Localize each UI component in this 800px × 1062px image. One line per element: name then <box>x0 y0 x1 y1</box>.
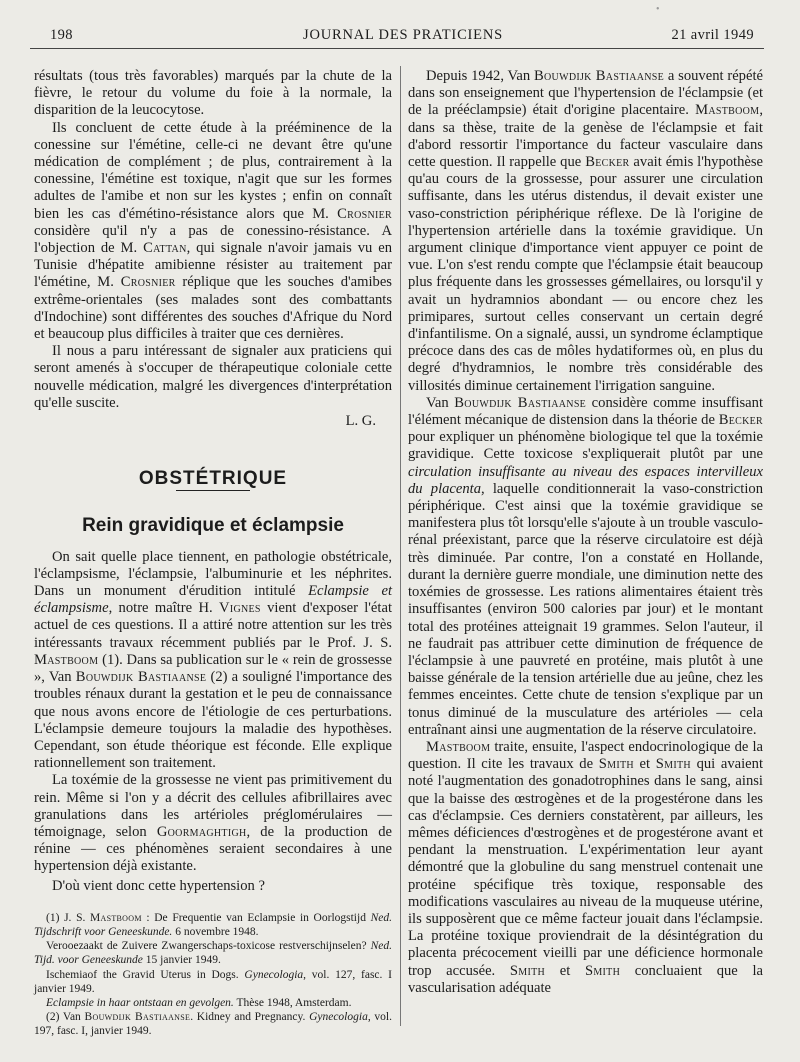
paragraph: résultats (tous très favorables) marqués par la chute de la fièvre, le retour du volume du foie à la normale, la disparition de la leucocytose. <box>34 68 392 119</box>
paragraph: Il nous a paru intéressant de signaler aux praticiens qui seront amenés à s'occuper de thérapeutique coloniale cette nouvelle médication, malgré les divergences d'interprétation qu'elle suscite. <box>34 343 392 411</box>
page-header <box>44 24 762 48</box>
paragraph: On sait quelle place tiennent, en pathologie obstétricale, l'éclampsisme, l'éclampsie, l'albuminurie et les néphrites. Dans un monument d'érudition intitulé Eclampsie et éclampsisme, notre maître H. Vignes vient d'exposer l'état actuel de ces questions. Il a attiré notre attention sur les très intéressants travaux récemment publiés par le Prof. J. S. Mastboom (1). Dans sa publication sur le « rein de grossesse », Van Bouwdijk Bastiaanse (2) a souligné l'importance des troubles rénaux durant la gestation et le peu de connaissance que nous avons encore de l'étiologie de ces perturbations. L'éclampsie demeure toujours la maladie des hypothèses. Cependant, son étude théorique est féconde. Elle explique rationnellement son traitement. <box>34 548 393 772</box>
footnote: Eclampsie in haar ontstaan en gevolgen. Thèse 1948, Amsterdam. <box>46 996 352 1009</box>
corner-mark: • <box>656 4 660 15</box>
footnote: (2) Van Bouwdijk Bastiaanse. Kidney and Pregnancy. Gynecologia, vol. 197, fasc. I, janvier 1949. <box>34 1011 392 1038</box>
section-title: OBSTÉTRIQUE <box>138 468 288 490</box>
footnote: Verooezaakt de Zuivere Zwangerschaps-toxicose restverschijnselen? Ned. Tijd. voor Geneeskunde 15 janvier 1949. <box>34 940 392 967</box>
header-rule <box>30 48 764 49</box>
right-column <box>408 68 763 997</box>
paragraph: Depuis 1942, Van Bouwdijk Bastiaanse a souvent répété dans son enseignement que l'hypertension de l'éclampsie (et de la prééclampsie) était d'origine placentaire. Mastboom, dans sa thèse, traite de la genèse de l'éclampsie et fait d'abord ressortir l'importance du facteur vasculaire dans cette question. Il rappelle que Becker avait émis l'hypothèse qu'au cours de la grossesse, pour assurer une circulation suffisante, dans les utérus distendus, il devait exister une vaso-constriction périphérique réflexe. De là l'origine de l'hypertension artérielle dans la toxémie gravidique. Un argument clinique d'importance vient appuyer ce point de vue. L'on s'est rendu compte que l'éclampsie était beaucoup plus fréquente dans les grossesses gémellaires, ou lorsqu'il y avait un hydramnios abondant — ou encore chez les primipares, surtout celles conservant un certain degré d'infantilisme. On a signalé, aussi, un syndrome éclamptique précoce dans des cas de môles hydatiformes où, en plus du degré d'hydramnios, le nombre très considérable des villosités diminue certainement l'irrigation sanguine. <box>408 68 764 394</box>
journal-title: JOURNAL DES PRATICIENS <box>303 27 503 43</box>
footnote: Ischemiaof the Gravid Uterus in Dogs. Gynecologia, vol. 127, fasc. I janvier 1949. <box>34 968 392 995</box>
column-divider <box>400 66 401 1026</box>
paragraph: Mastboom traite, ensuite, l'aspect endocrinologique de la question. Il cite les travaux de Smith et Smith qui avaient noté l'augmentation des gonadotrophines dans le sang, ainsi que la baisse des œstrogènes et de la progestérone dans les cas d'éclampsie. Ces derniers constatèrent, par ailleurs, les mêmes déficiences d'œstrogènes et de progestérone avant et pendant la menstruation. L'expérimentation leur ayant démontré que la globuline du sang menstruel contenait une protéine spécifique très toxique, responsable des modifications vasculaires au niveau de la muqueuse utérine, ils supposèrent que ce même facteur jouait dans l'éclampsie. La protéine toxique proviendrait de la désintégration du placenta précocement vieilli par une déficience hormonale trop accusée. Smith et Smith concluaient que la vascularisation adéquate <box>408 738 764 996</box>
page-number: 198 <box>50 27 73 43</box>
paragraph: La toxémie de la grossesse ne vient pas primitivement du rein. Même si l'on y a décrit des cellules afibrillaires avec granulations dans les artérioles préglomérulaires — témoignage, selon Goormaghtigh, de la production de rénine — ces phénomènes seraient secondaires à une hypertension déjà existante. <box>34 772 392 875</box>
paragraph: Van Bouwdijk Bastiaanse considère comme insuffisant l'élément mécanique de distension dans la théorie de Becker pour expliquer un phénomène biologique tel que la toxémie gravidique. Cette toxicose s'expliquerait plutôt par une circulation insuffisante au niveau des espaces intervilleux du placenta, laquelle conditionnerait la vaso-constriction périphérique. C'est ainsi que la toxémie gravidique se manifestera plus tôt lorsqu'elle s'ajoute à un trouble vasculo-rénal préexistant, parce que la réserve circulatoire est déjà très diminuée. Par contre, l'on a constaté en Hollande, durant la dernière guerre mondiale, une diminution nette des toxémies de grossesse. Les rations alimentaires étaient très insuffisantes (environ 500 calories par jour) et le montant total des protéines atteignait 19 grammes. Selon l'auteur, il ne faudrait pas attribuer cette diminution de fréquence de l'éclampsie à une pauvreté en protéine, mais plutôt à une baisse générale de la tension artérielle due au jeûne, chez les femmes enceintes. Cette chute de tension s'explique par un tonus diminué de la musculature des artérioles — cela entraînant ainsi une augmentation de la réserve circulatoire. <box>408 394 764 738</box>
issue-date: 21 avril 1949 <box>671 27 754 43</box>
section-rule <box>176 490 250 491</box>
footnotes <box>34 911 392 1039</box>
signature: L. G. <box>345 413 376 430</box>
paragraph: D'où vient donc cette hypertension ? <box>52 877 265 894</box>
left-column <box>34 68 392 1039</box>
footnote: (1) J. S. Mastboom : De Frequentie van Eclampsie in Oorlogstijd Ned. Tijdschrift voor Geneeskunde. 6 novembre 1948. <box>34 911 393 938</box>
article-title: Rein gravidique et éclampsie <box>82 515 344 537</box>
paragraph: Ils concluent de cette étude à la prééminence de la conessine sur l'émétine, celle-ci ne devant être qu'une médication de complément ; de plus, contrairement à la conessine, l'émétine est toxique, n'agit que sur les formes adultes de l'amibe et non sur les kystes ; enfin on connaît bien les cas d'émétino-résistance alors que M. Crosnier considère qu'il n'y a pas de conessino-résistance. A l'objection de M. Cattan, qui signale n'avoir jamais vu en Tunisie d'hépatite amibienne résister au traitement par l'émétine, M. Crosnier réplique que les souches d'amibes extrême-orientales (ses malades sont des combattants d'Indochine) sont différentes des souches d'Afrique du Nord et beaucoup plus difficiles à traiter que ces dernières. <box>34 119 392 343</box>
